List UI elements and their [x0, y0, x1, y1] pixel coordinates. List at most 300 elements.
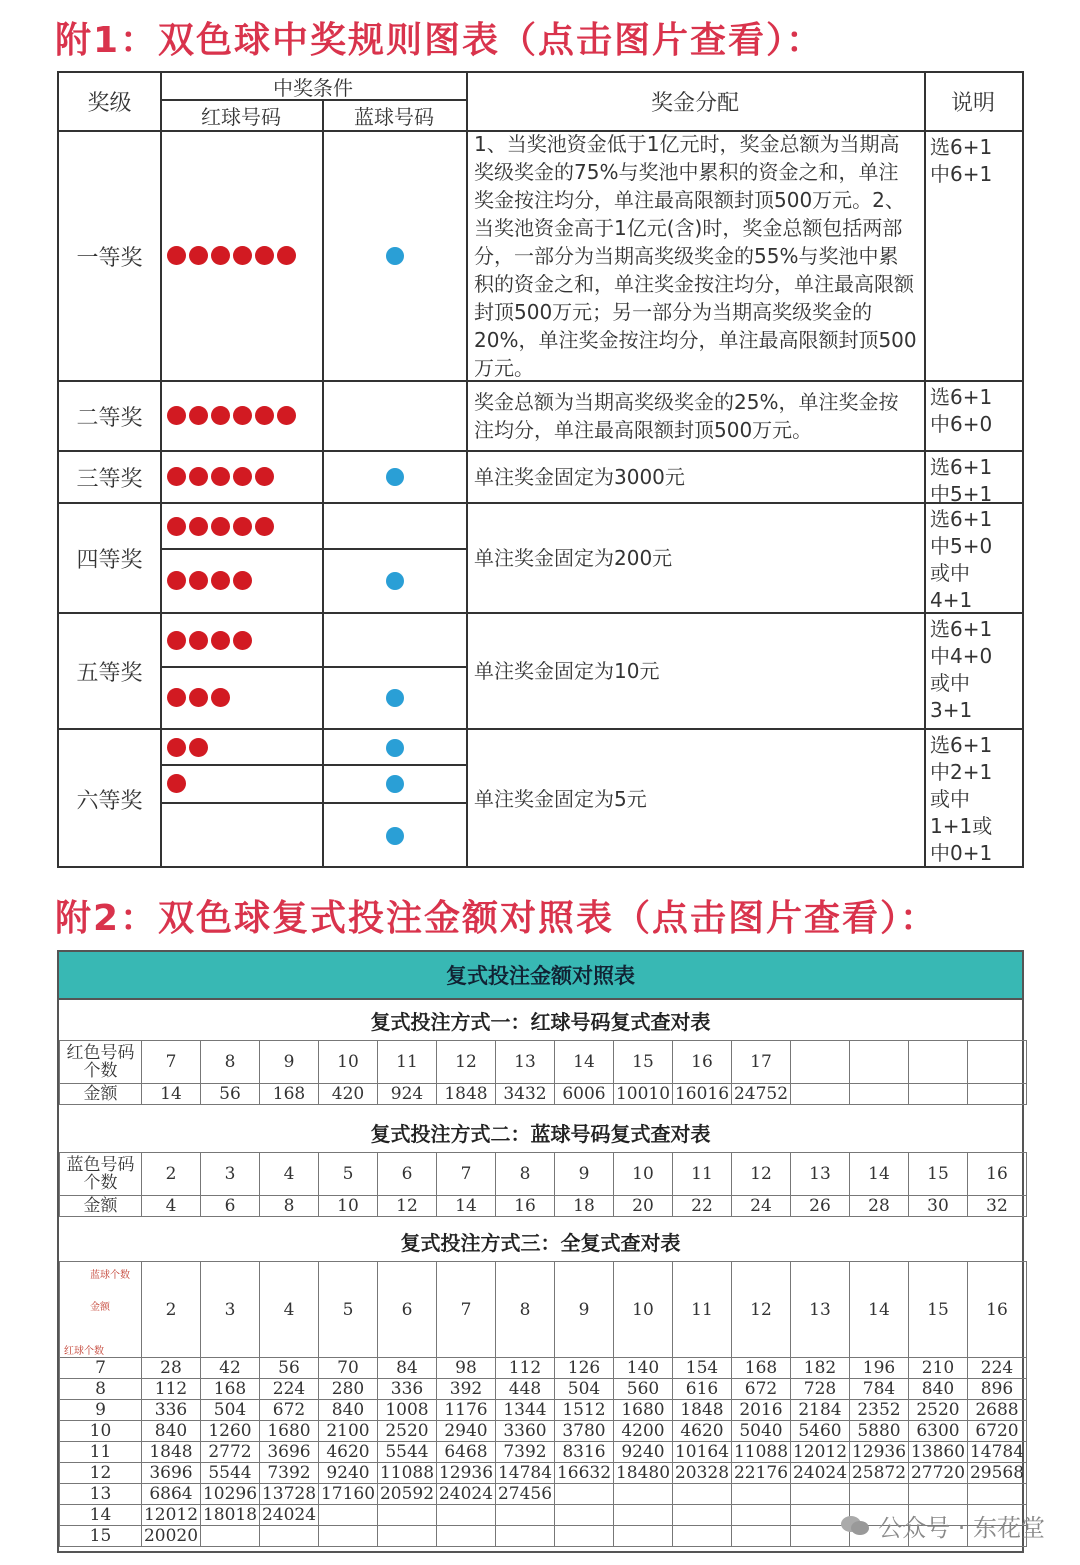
amount-cell: [732, 1526, 791, 1547]
amount-cell: 98: [437, 1358, 496, 1379]
count-label: 红色号码个数: [60, 1041, 142, 1084]
amount-cell: 11088: [378, 1463, 437, 1484]
amount-cell: 1848: [142, 1442, 201, 1463]
amount-cell: 14: [437, 1196, 496, 1217]
count-cell: 10: [319, 1041, 378, 1084]
amount-cell: 12: [378, 1196, 437, 1217]
count-cell: 6: [378, 1153, 437, 1196]
amount-cell: 10: [319, 1196, 378, 1217]
amount-cell: 3696: [260, 1442, 319, 1463]
amount-cell: 112: [496, 1358, 555, 1379]
amount-cell: 8: [260, 1196, 319, 1217]
amount-cell: 32: [968, 1196, 1027, 1217]
amount-cell: 112: [142, 1379, 201, 1400]
amount-cell: 18: [555, 1196, 614, 1217]
subrow-divider: [160, 764, 466, 766]
count-cell: 13: [496, 1041, 555, 1084]
amount-cell: 2016: [732, 1400, 791, 1421]
amount-cell: [791, 1084, 850, 1105]
amount-cell: 1008: [378, 1400, 437, 1421]
full-multiple-table: [59, 1261, 1027, 1547]
amount-cell: 3360: [496, 1421, 555, 1442]
heading-rules: 附1：双色球中奖规则图表（点击图片查看）：: [55, 20, 825, 61]
prize-note: 选6+1 中4+0 或中 3+1: [930, 617, 993, 722]
amount-cell: 1680: [614, 1400, 673, 1421]
subrow-divider: [160, 548, 466, 550]
column-divider: [322, 101, 324, 866]
blue-multiple-table: [59, 1152, 1027, 1217]
amount-cell: 18480: [614, 1463, 673, 1484]
prize-level: 一等奖: [76, 245, 143, 271]
blue-count-header: 10: [614, 1262, 673, 1358]
corner-header: [60, 1262, 142, 1358]
amount-cell: 2100: [319, 1421, 378, 1442]
count-cell: 16: [968, 1153, 1027, 1196]
amount-cell: 2520: [378, 1421, 437, 1442]
amount-cell: 728: [791, 1379, 850, 1400]
amount-cell: [437, 1505, 496, 1526]
amount-cell: [850, 1084, 909, 1105]
amount-cell: 29568: [968, 1463, 1027, 1484]
amount-cell: [732, 1505, 791, 1526]
red-ball: [255, 467, 274, 486]
amount-cell: [968, 1084, 1027, 1105]
amount-cell: [850, 1484, 909, 1505]
blue-count-header: 11: [673, 1262, 732, 1358]
blue-count-header: 13: [791, 1262, 850, 1358]
amount-cell: [378, 1505, 437, 1526]
amount-cell: 3432: [496, 1084, 555, 1105]
amount-cell: 168: [260, 1084, 319, 1105]
red-ball: [211, 246, 230, 265]
amount-cell: 12012: [142, 1505, 201, 1526]
blue-count-header: 7: [437, 1262, 496, 1358]
amount-cell: [909, 1084, 968, 1105]
amount-cell: 6468: [437, 1442, 496, 1463]
blue-count-header: 9: [555, 1262, 614, 1358]
amount-cell: 1848: [437, 1084, 496, 1105]
amount-cell: 25872: [850, 1463, 909, 1484]
amount-cell: 196: [850, 1358, 909, 1379]
prize-level: 二等奖: [76, 405, 143, 431]
amount-cell: 24: [732, 1196, 791, 1217]
amount-cell: 182: [791, 1358, 850, 1379]
red-ball: [211, 406, 230, 425]
amount-cell: [673, 1484, 732, 1505]
amount-cell: 840: [319, 1400, 378, 1421]
amount-cell: 13728: [260, 1484, 319, 1505]
amount-cell: 448: [496, 1379, 555, 1400]
amount-cell: [791, 1484, 850, 1505]
red-count-cell: 8: [60, 1379, 142, 1400]
column-divider: [160, 73, 162, 866]
amount-cell: 420: [319, 1084, 378, 1105]
amount-cell: 17160: [319, 1484, 378, 1505]
amount-cell: 9240: [614, 1442, 673, 1463]
amount-cell: [614, 1505, 673, 1526]
red-ball: [167, 774, 186, 793]
red-ball: [211, 688, 230, 707]
amount-cell: 28: [142, 1358, 201, 1379]
prize-note: 选6+1 中5+1: [930, 455, 993, 506]
header-red: 红球号码: [201, 105, 281, 129]
amount-cell: 336: [142, 1400, 201, 1421]
amount-cell: 28: [850, 1196, 909, 1217]
count-cell: 15: [909, 1153, 968, 1196]
amount-cell: 392: [437, 1379, 496, 1400]
amount-cell: 7392: [260, 1463, 319, 1484]
amount-cell: 4: [142, 1196, 201, 1217]
multiple-bet-table[interactable]: [57, 950, 1024, 1553]
amount-cell: 6006: [555, 1084, 614, 1105]
amount-cell: 9240: [319, 1463, 378, 1484]
count-cell: 8: [201, 1041, 260, 1084]
prize-level: 五等奖: [76, 660, 143, 686]
amount-cell: 5544: [378, 1442, 437, 1463]
amount-cell: 14784: [496, 1463, 555, 1484]
prize-distribution: 单注奖金固定为5元: [474, 787, 647, 811]
header-level: 奖级: [87, 91, 132, 116]
amount-cell: 1260: [201, 1421, 260, 1442]
amount-cell: 6300: [909, 1421, 968, 1442]
red-ball: [211, 517, 230, 536]
amount-cell: 24024: [437, 1484, 496, 1505]
count-cell: 10: [614, 1153, 673, 1196]
blue-ball: [386, 827, 404, 845]
subrow-divider: [160, 666, 466, 668]
amount-cell: 5460: [791, 1421, 850, 1442]
blue-count-header: 4: [260, 1262, 319, 1358]
amount-cell: [437, 1526, 496, 1547]
amount-cell: 210: [909, 1358, 968, 1379]
amount-cell: [673, 1526, 732, 1547]
corner-red-label: 红球个数: [64, 1346, 104, 1357]
amount-cell: 16016: [673, 1084, 732, 1105]
count-cell: 16: [673, 1041, 732, 1084]
amount-cell: 616: [673, 1379, 732, 1400]
red-ball: [233, 406, 252, 425]
amount-cell: 5544: [201, 1463, 260, 1484]
amount-cell: 70: [319, 1358, 378, 1379]
prize-distribution: 单注奖金固定为3000元: [474, 465, 685, 489]
amount-cell: 56: [201, 1084, 260, 1105]
amount-cell: 168: [732, 1358, 791, 1379]
prize-rules-table[interactable]: [57, 71, 1024, 868]
prize-level: 三等奖: [76, 466, 143, 492]
table-banner: 复式投注金额对照表: [59, 952, 1022, 1000]
red-ball: [233, 571, 252, 590]
red-count-cell: 12: [60, 1463, 142, 1484]
red-count-cell: 10: [60, 1421, 142, 1442]
section1-title: 复式投注方式一：红球号码复式查对表: [370, 1009, 711, 1034]
heading-multiple-bet: 附2：双色球复式投注金额对照表（点击图片查看）：: [55, 898, 939, 939]
amount-cell: 20328: [673, 1463, 732, 1484]
prize-distribution: 单注奖金固定为200元: [474, 546, 673, 570]
amount-cell: 280: [319, 1379, 378, 1400]
amount-cell: 2520: [909, 1400, 968, 1421]
amount-cell: 5880: [850, 1421, 909, 1442]
amount-cell: 7392: [496, 1442, 555, 1463]
amount-cell: 24752: [732, 1084, 791, 1105]
count-cell: 8: [496, 1153, 555, 1196]
amount-cell: 3696: [142, 1463, 201, 1484]
watermark-text: 公众号 · 东花堂: [878, 1514, 1045, 1542]
amount-cell: 6864: [142, 1484, 201, 1505]
red-ball: [167, 406, 186, 425]
red-ball: [233, 467, 252, 486]
red-ball: [167, 467, 186, 486]
count-cell: 7: [437, 1153, 496, 1196]
amount-cell: [319, 1505, 378, 1526]
count-cell: 11: [378, 1041, 437, 1084]
amount-cell: 42: [201, 1358, 260, 1379]
amount-cell: 840: [909, 1379, 968, 1400]
red-ball: [189, 738, 208, 757]
amount-cell: 24024: [791, 1463, 850, 1484]
red-ball: [233, 517, 252, 536]
amount-cell: 12936: [437, 1463, 496, 1484]
amount-cell: 10296: [201, 1484, 260, 1505]
amount-cell: [909, 1484, 968, 1505]
amount-cell: 4620: [319, 1442, 378, 1463]
red-ball: [189, 406, 208, 425]
blue-ball: [386, 572, 404, 590]
amount-cell: [673, 1505, 732, 1526]
header-note: 说明: [950, 91, 995, 116]
amount-cell: 10010: [614, 1084, 673, 1105]
count-cell: [850, 1041, 909, 1084]
count-cell: 15: [614, 1041, 673, 1084]
prize-note: 选6+1 中6+1: [930, 135, 993, 186]
amount-cell: 140: [614, 1358, 673, 1379]
corner-blue-label: 蓝球个数: [90, 1270, 130, 1281]
blue-ball: [386, 775, 404, 793]
prize-note: 选6+1 中5+0 或中 4+1: [930, 507, 993, 612]
count-cell: 4: [260, 1153, 319, 1196]
blue-count-header: 15: [909, 1262, 968, 1358]
count-cell: 13: [791, 1153, 850, 1196]
prize-distribution: 单注奖金固定为10元: [474, 659, 660, 683]
red-ball: [189, 246, 208, 265]
blue-count-header: 2: [142, 1262, 201, 1358]
amount-cell: [496, 1526, 555, 1547]
amount-cell: 22: [673, 1196, 732, 1217]
amount-cell: 672: [732, 1379, 791, 1400]
amount-cell: 16632: [555, 1463, 614, 1484]
red-ball: [233, 246, 252, 265]
count-cell: 14: [555, 1041, 614, 1084]
amount-cell: 672: [260, 1400, 319, 1421]
prize-distribution: 奖金总额为当期高奖级奖金的25%，单注奖金按注均分，单注最高限额封顶500万元。: [474, 390, 899, 442]
amount-cell: 2940: [437, 1421, 496, 1442]
amount-cell: 11088: [732, 1442, 791, 1463]
blue-count-header: 3: [201, 1262, 260, 1358]
amount-cell: 154: [673, 1358, 732, 1379]
count-cell: 12: [437, 1041, 496, 1084]
amount-cell: [614, 1484, 673, 1505]
amount-cell: 224: [968, 1358, 1027, 1379]
red-count-cell: 7: [60, 1358, 142, 1379]
amount-cell: 14: [142, 1084, 201, 1105]
amount-cell: 168: [201, 1379, 260, 1400]
amount-cell: 504: [201, 1400, 260, 1421]
count-cell: 12: [732, 1153, 791, 1196]
count-label: 蓝色号码个数: [60, 1153, 142, 1196]
corner-amount-label: 金额: [90, 1302, 110, 1313]
amount-cell: 16: [496, 1196, 555, 1217]
header-blue: 蓝球号码: [354, 105, 434, 129]
amount-cell: 5040: [732, 1421, 791, 1442]
red-count-cell: 13: [60, 1484, 142, 1505]
amount-cell: 20: [614, 1196, 673, 1217]
prize-level: 六等奖: [76, 788, 143, 814]
amount-cell: 27456: [496, 1484, 555, 1505]
amount-cell: 4620: [673, 1421, 732, 1442]
red-ball: [277, 246, 296, 265]
amount-cell: 560: [614, 1379, 673, 1400]
blue-ball: [386, 689, 404, 707]
amount-cell: 1848: [673, 1400, 732, 1421]
amount-cell: 12012: [791, 1442, 850, 1463]
red-ball: [167, 571, 186, 590]
amount-cell: 224: [260, 1379, 319, 1400]
red-ball: [255, 406, 274, 425]
amount-cell: 6: [201, 1196, 260, 1217]
red-ball: [211, 467, 230, 486]
red-ball: [189, 688, 208, 707]
count-cell: 5: [319, 1153, 378, 1196]
blue-ball: [386, 247, 404, 265]
count-cell: [909, 1041, 968, 1084]
amount-cell: 8316: [555, 1442, 614, 1463]
amount-cell: 2688: [968, 1400, 1027, 1421]
amount-cell: 1176: [437, 1400, 496, 1421]
amount-cell: 10164: [673, 1442, 732, 1463]
amount-cell: 13860: [909, 1442, 968, 1463]
amount-cell: [614, 1526, 673, 1547]
amount-cell: 336: [378, 1379, 437, 1400]
red-ball: [167, 738, 186, 757]
amount-cell: 840: [142, 1421, 201, 1442]
amount-cell: [496, 1505, 555, 1526]
count-cell: 14: [850, 1153, 909, 1196]
amount-cell: 896: [968, 1379, 1027, 1400]
amount-cell: 22176: [732, 1463, 791, 1484]
prize-distribution: 1、当奖池资金低于1亿元时，奖金总额为当期高奖级奖金的75%与奖池中累积的资金之和，单注奖金按注均分，单注最高限额封顶500万元。2、当奖池资金高于1亿元(含)时，奖金总额包括两部分，一部分为当期高奖级奖金的55%与奖池中累积的资金之和，单注奖金按注均分，单注最高限额封顶500万元；另一部分为当期高奖级奖金的20%，单注奖金按注均分，单注最高限额封顶500万元。: [474, 132, 917, 380]
blue-count-header: 14: [850, 1262, 909, 1358]
section3-title: 复式投注方式三：全复式查对表: [400, 1230, 681, 1255]
count-cell: 17: [732, 1041, 791, 1084]
amount-cell: 56: [260, 1358, 319, 1379]
red-ball: [277, 406, 296, 425]
amount-cell: [732, 1484, 791, 1505]
count-cell: 7: [142, 1041, 201, 1084]
amount-cell: 27720: [909, 1463, 968, 1484]
count-cell: [791, 1041, 850, 1084]
amount-cell: 784: [850, 1379, 909, 1400]
count-cell: [968, 1041, 1027, 1084]
blue-count-header: 12: [732, 1262, 791, 1358]
corner-labels: [60, 1262, 141, 1357]
blue-count-header: 6: [378, 1262, 437, 1358]
amount-label: 金额: [60, 1084, 142, 1105]
amount-cell: 84: [378, 1358, 437, 1379]
blue-count-header: 5: [319, 1262, 378, 1358]
amount-cell: 12936: [850, 1442, 909, 1463]
count-cell: 3: [201, 1153, 260, 1196]
amount-cell: [378, 1526, 437, 1547]
red-ball: [167, 631, 186, 650]
amount-cell: 1680: [260, 1421, 319, 1442]
section2-title: 复式投注方式二：蓝球号码复式查对表: [370, 1121, 711, 1146]
red-ball: [167, 246, 186, 265]
amount-cell: 30: [909, 1196, 968, 1217]
prize-note: 选6+1 中6+0: [930, 385, 993, 436]
amount-cell: 2772: [201, 1442, 260, 1463]
amount-cell: 4200: [614, 1421, 673, 1442]
amount-cell: 504: [555, 1379, 614, 1400]
red-ball: [255, 246, 274, 265]
amount-cell: 14784: [968, 1442, 1027, 1463]
red-ball: [189, 467, 208, 486]
blue-ball: [386, 739, 404, 757]
amount-cell: 26: [791, 1196, 850, 1217]
red-ball: [233, 631, 252, 650]
amount-cell: 20020: [142, 1526, 201, 1547]
amount-cell: 24024: [260, 1505, 319, 1526]
blue-ball: [386, 468, 404, 486]
amount-cell: 18018: [201, 1505, 260, 1526]
watermark: [840, 1508, 1045, 1543]
red-count-cell: 15: [60, 1526, 142, 1547]
red-ball: [255, 517, 274, 536]
chat-bubble-icon: [840, 1514, 870, 1538]
count-cell: 2: [142, 1153, 201, 1196]
header-distribution: 奖金分配: [650, 91, 739, 116]
red-count-cell: 11: [60, 1442, 142, 1463]
header-condition: 中奖条件: [273, 76, 353, 100]
red-ball: [167, 517, 186, 536]
red-ball: [189, 631, 208, 650]
amount-cell: 126: [555, 1358, 614, 1379]
amount-cell: 2184: [791, 1400, 850, 1421]
amount-cell: 2352: [850, 1400, 909, 1421]
red-ball: [167, 688, 186, 707]
blue-count-header: 16: [968, 1262, 1027, 1358]
amount-cell: 3780: [555, 1421, 614, 1442]
amount-cell: [555, 1505, 614, 1526]
prize-note: 选6+1 中2+1 或中 1+1或 中0+1: [930, 733, 993, 865]
amount-cell: 1512: [555, 1400, 614, 1421]
red-multiple-table: [59, 1040, 1027, 1105]
amount-cell: [201, 1526, 260, 1547]
amount-cell: 1344: [496, 1400, 555, 1421]
red-count-cell: 9: [60, 1400, 142, 1421]
amount-cell: [555, 1484, 614, 1505]
amount-cell: 924: [378, 1084, 437, 1105]
amount-cell: 6720: [968, 1421, 1027, 1442]
red-count-cell: 14: [60, 1505, 142, 1526]
amount-cell: [319, 1526, 378, 1547]
red-ball: [211, 571, 230, 590]
count-cell: 9: [555, 1153, 614, 1196]
amount-cell: [260, 1526, 319, 1547]
count-cell: 9: [260, 1041, 319, 1084]
red-ball: [189, 571, 208, 590]
amount-label: 金额: [60, 1196, 142, 1217]
count-cell: 11: [673, 1153, 732, 1196]
red-ball: [211, 631, 230, 650]
